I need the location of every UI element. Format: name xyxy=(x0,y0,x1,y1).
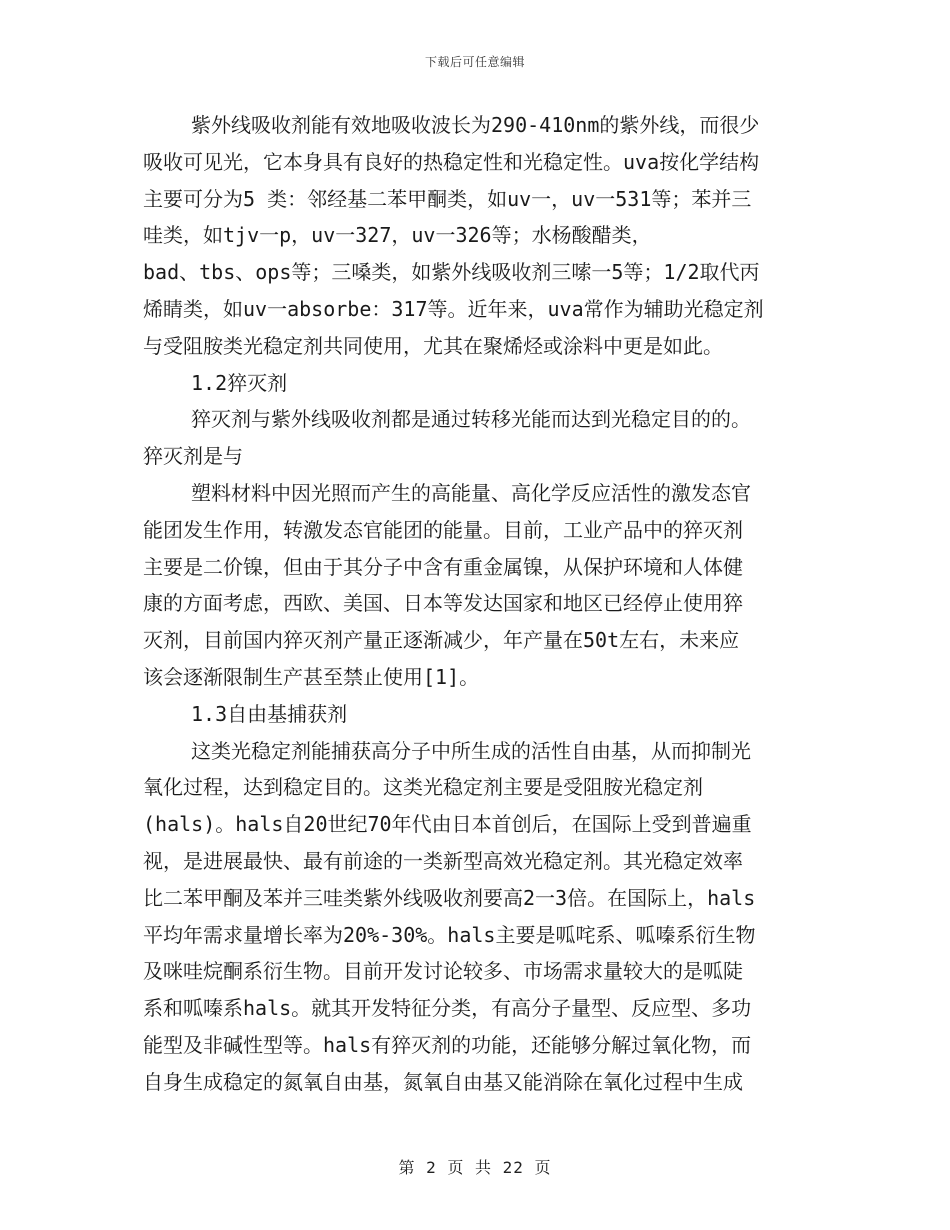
paragraph-line: 主要可分为5 类：邻经基二苯甲酮类，如uv一，uv一531等；苯并三 xyxy=(143,186,752,211)
paragraph-line: 康的方面考虑，西欧、美国、日本等发达国家和地区已经停止使用猝 xyxy=(143,591,743,616)
document-body xyxy=(143,107,813,1101)
paragraph-line: 系和呱嗪系hals。就其开发特征分类，有高分子量型、反应型、多功 xyxy=(143,996,752,1021)
paragraph-line: 能团发生作用，转激发态官能团的能量。目前，工业产品中的猝灭剂 xyxy=(143,517,743,542)
page-number-footer: 第 2 页 共 22 页 xyxy=(398,1158,552,1177)
paragraph-line: 猝灭剂与紫外线吸收剂都是通过转移光能而达到光稳定目的的。 xyxy=(191,407,751,432)
paragraph-line: bad、tbs、ops等；三嗓类，如紫外线吸收剂三嗦一5等；1/2取代丙 xyxy=(143,260,760,285)
paragraph-line: 与受阻胺类光稳定剂共同使用，尤其在聚烯烃或涂料中更是如此。 xyxy=(143,333,723,358)
paragraph-line: 平均年需求量增长率为20%-30%。hals主要是呱咤系、呱嗪系衍生物 xyxy=(143,922,756,947)
paragraph-line: 这类光稳定剂能捕获高分子中所生成的活性自由基，从而抑制光 xyxy=(191,738,751,763)
paragraph-line: 该会逐渐限制生产甚至禁止使用[1]。 xyxy=(143,664,480,689)
paragraph-line: 视，是进展最快、最有前途的一类新型高效光稳定剂。其光稳定效率 xyxy=(143,848,743,873)
paragraph-line: 灭剂，目前国内猝灭剂产量正逐渐减少，年产量在50t左右，未来应 xyxy=(143,628,740,653)
paragraph-line: 塑料材料中因光照而产生的高能量、高化学反应活性的激发态官 xyxy=(191,480,751,505)
section-heading: 1.3自由基捕获剂 xyxy=(191,701,348,726)
paragraph-line: 紫外线吸收剂能有效地吸收波长为290-410nm的紫外线，而很少 xyxy=(191,113,760,137)
paragraph-line: 吸收可见光，它本身具有良好的热稳定性和光稳定性。uva按化学结构 xyxy=(143,149,760,174)
page-header: 下载后可任意编辑 xyxy=(424,55,525,69)
paragraph-line: 猝灭剂是与 xyxy=(143,444,243,469)
paragraph-line: 自身生成稳定的氮氧自由基，氮氧自由基又能消除在氧化过程中生成 xyxy=(143,1069,743,1094)
paragraph-line: (hals)。hals自20世纪70年代由日本首创后，在国际上受到普遍重 xyxy=(143,812,752,837)
paragraph-line: 氧化过程，达到稳定目的。这类光稳定剂主要是受阻胺光稳定剂 xyxy=(143,775,703,800)
paragraph-line: 主要是二价镍，但由于其分子中含有重金属镍，从保护环境和人体健 xyxy=(143,554,743,579)
paragraph-line: 比二苯甲酮及苯并三哇类紫外线吸收剂要高2一3倍。在国际上，hals xyxy=(143,885,756,910)
paragraph-line: 能型及非碱性型等。hals有猝灭剂的功能，还能够分解过氧化物，而 xyxy=(143,1032,752,1057)
paragraph-line: 及咪哇烷酮系衍生物。目前开发讨论较多、市场需求量较大的是呱陡 xyxy=(143,959,743,984)
paragraph-line: 哇类，如tjv一p，uv一327，uv一326等；水杨酸醋类， xyxy=(143,223,652,248)
section-heading: 1.2猝灭剂 xyxy=(191,370,288,395)
paragraph-line: 烯睛类，如uv一absorbe：317等。近年来，uva常作为辅助光稳定剂 xyxy=(143,296,764,321)
